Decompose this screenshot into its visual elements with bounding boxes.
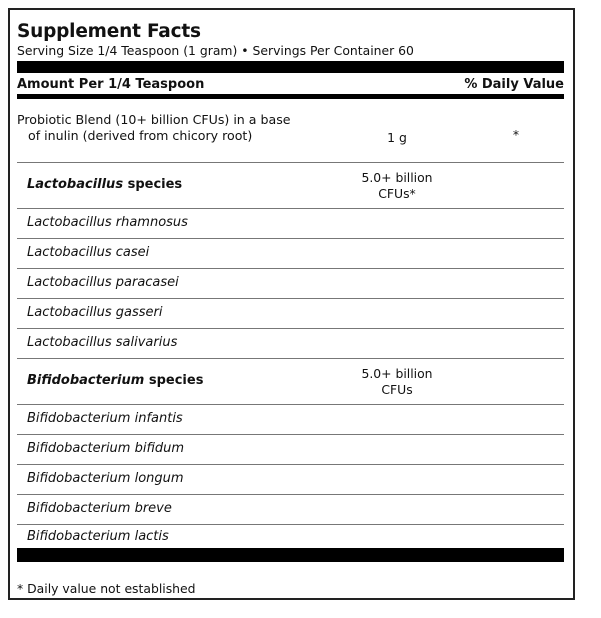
strain-row [17, 298, 564, 329]
species-suffix: species [123, 177, 183, 192]
species-amount-line1: 5.0+ billion [361, 366, 433, 381]
species-amount-line2: CFUs [381, 382, 413, 397]
strain-name: Bifidobacterium longum [27, 471, 184, 486]
blend-name-line1: Probiotic Blend (10+ billion CFUs) in a base [17, 112, 291, 127]
blend-name-line2: of inulin (derived from chicory root) [28, 128, 253, 143]
strain-row [17, 494, 564, 525]
species-name [27, 177, 182, 192]
footnote: * Daily value not established [17, 581, 196, 596]
strain-name: Bifidobacterium breve [27, 501, 172, 516]
panel-title: Supplement Facts [17, 21, 201, 42]
strain-name: Bifidobacterium lactis [27, 529, 169, 544]
amount-per-header: Amount Per 1/4 Teaspoon [17, 77, 205, 92]
bifidobacterium-species-row [17, 358, 564, 405]
thick-divider [17, 61, 564, 73]
serving-info: Serving Size 1/4 Teaspoon (1 gram) • Servings Per Container 60 [17, 43, 414, 58]
blend-amount: 1 g [387, 130, 407, 145]
strain-row [17, 404, 564, 435]
supplement-facts-panel [8, 8, 575, 600]
strain-name: Lactobacillus rhamnosus [27, 215, 188, 230]
genus-name: Bifidobacterium [27, 373, 145, 388]
strain-row [17, 464, 564, 495]
strain-row [17, 524, 564, 548]
species-amount-line2: CFUs* [378, 186, 416, 201]
strain-name: Bifidobacterium infantis [27, 411, 183, 426]
daily-value-header: % Daily Value [464, 77, 564, 92]
bottom-divider [17, 548, 564, 562]
lactobacillus-species-row [17, 162, 564, 209]
species-suffix: species [144, 373, 204, 388]
species-amount [335, 170, 459, 202]
blend-daily-value: * [512, 127, 520, 142]
genus-name: Lactobacillus [27, 177, 124, 192]
strain-name: Lactobacillus salivarius [27, 335, 178, 350]
strain-row [17, 268, 564, 299]
species-amount [335, 366, 459, 398]
strain-row [17, 208, 564, 239]
species-name [27, 373, 203, 388]
strain-row [17, 238, 564, 269]
strain-name: Bifidobacterium bifidum [27, 441, 185, 456]
blend-name [17, 112, 291, 144]
strain-name: Lactobacillus casei [27, 245, 150, 260]
strain-row [17, 328, 564, 359]
species-amount-line1: 5.0+ billion [361, 170, 433, 185]
strain-name: Lactobacillus paracasei [27, 275, 179, 290]
strain-name: Lactobacillus gasseri [27, 305, 163, 320]
blend-row [17, 99, 564, 163]
strain-row [17, 434, 564, 465]
